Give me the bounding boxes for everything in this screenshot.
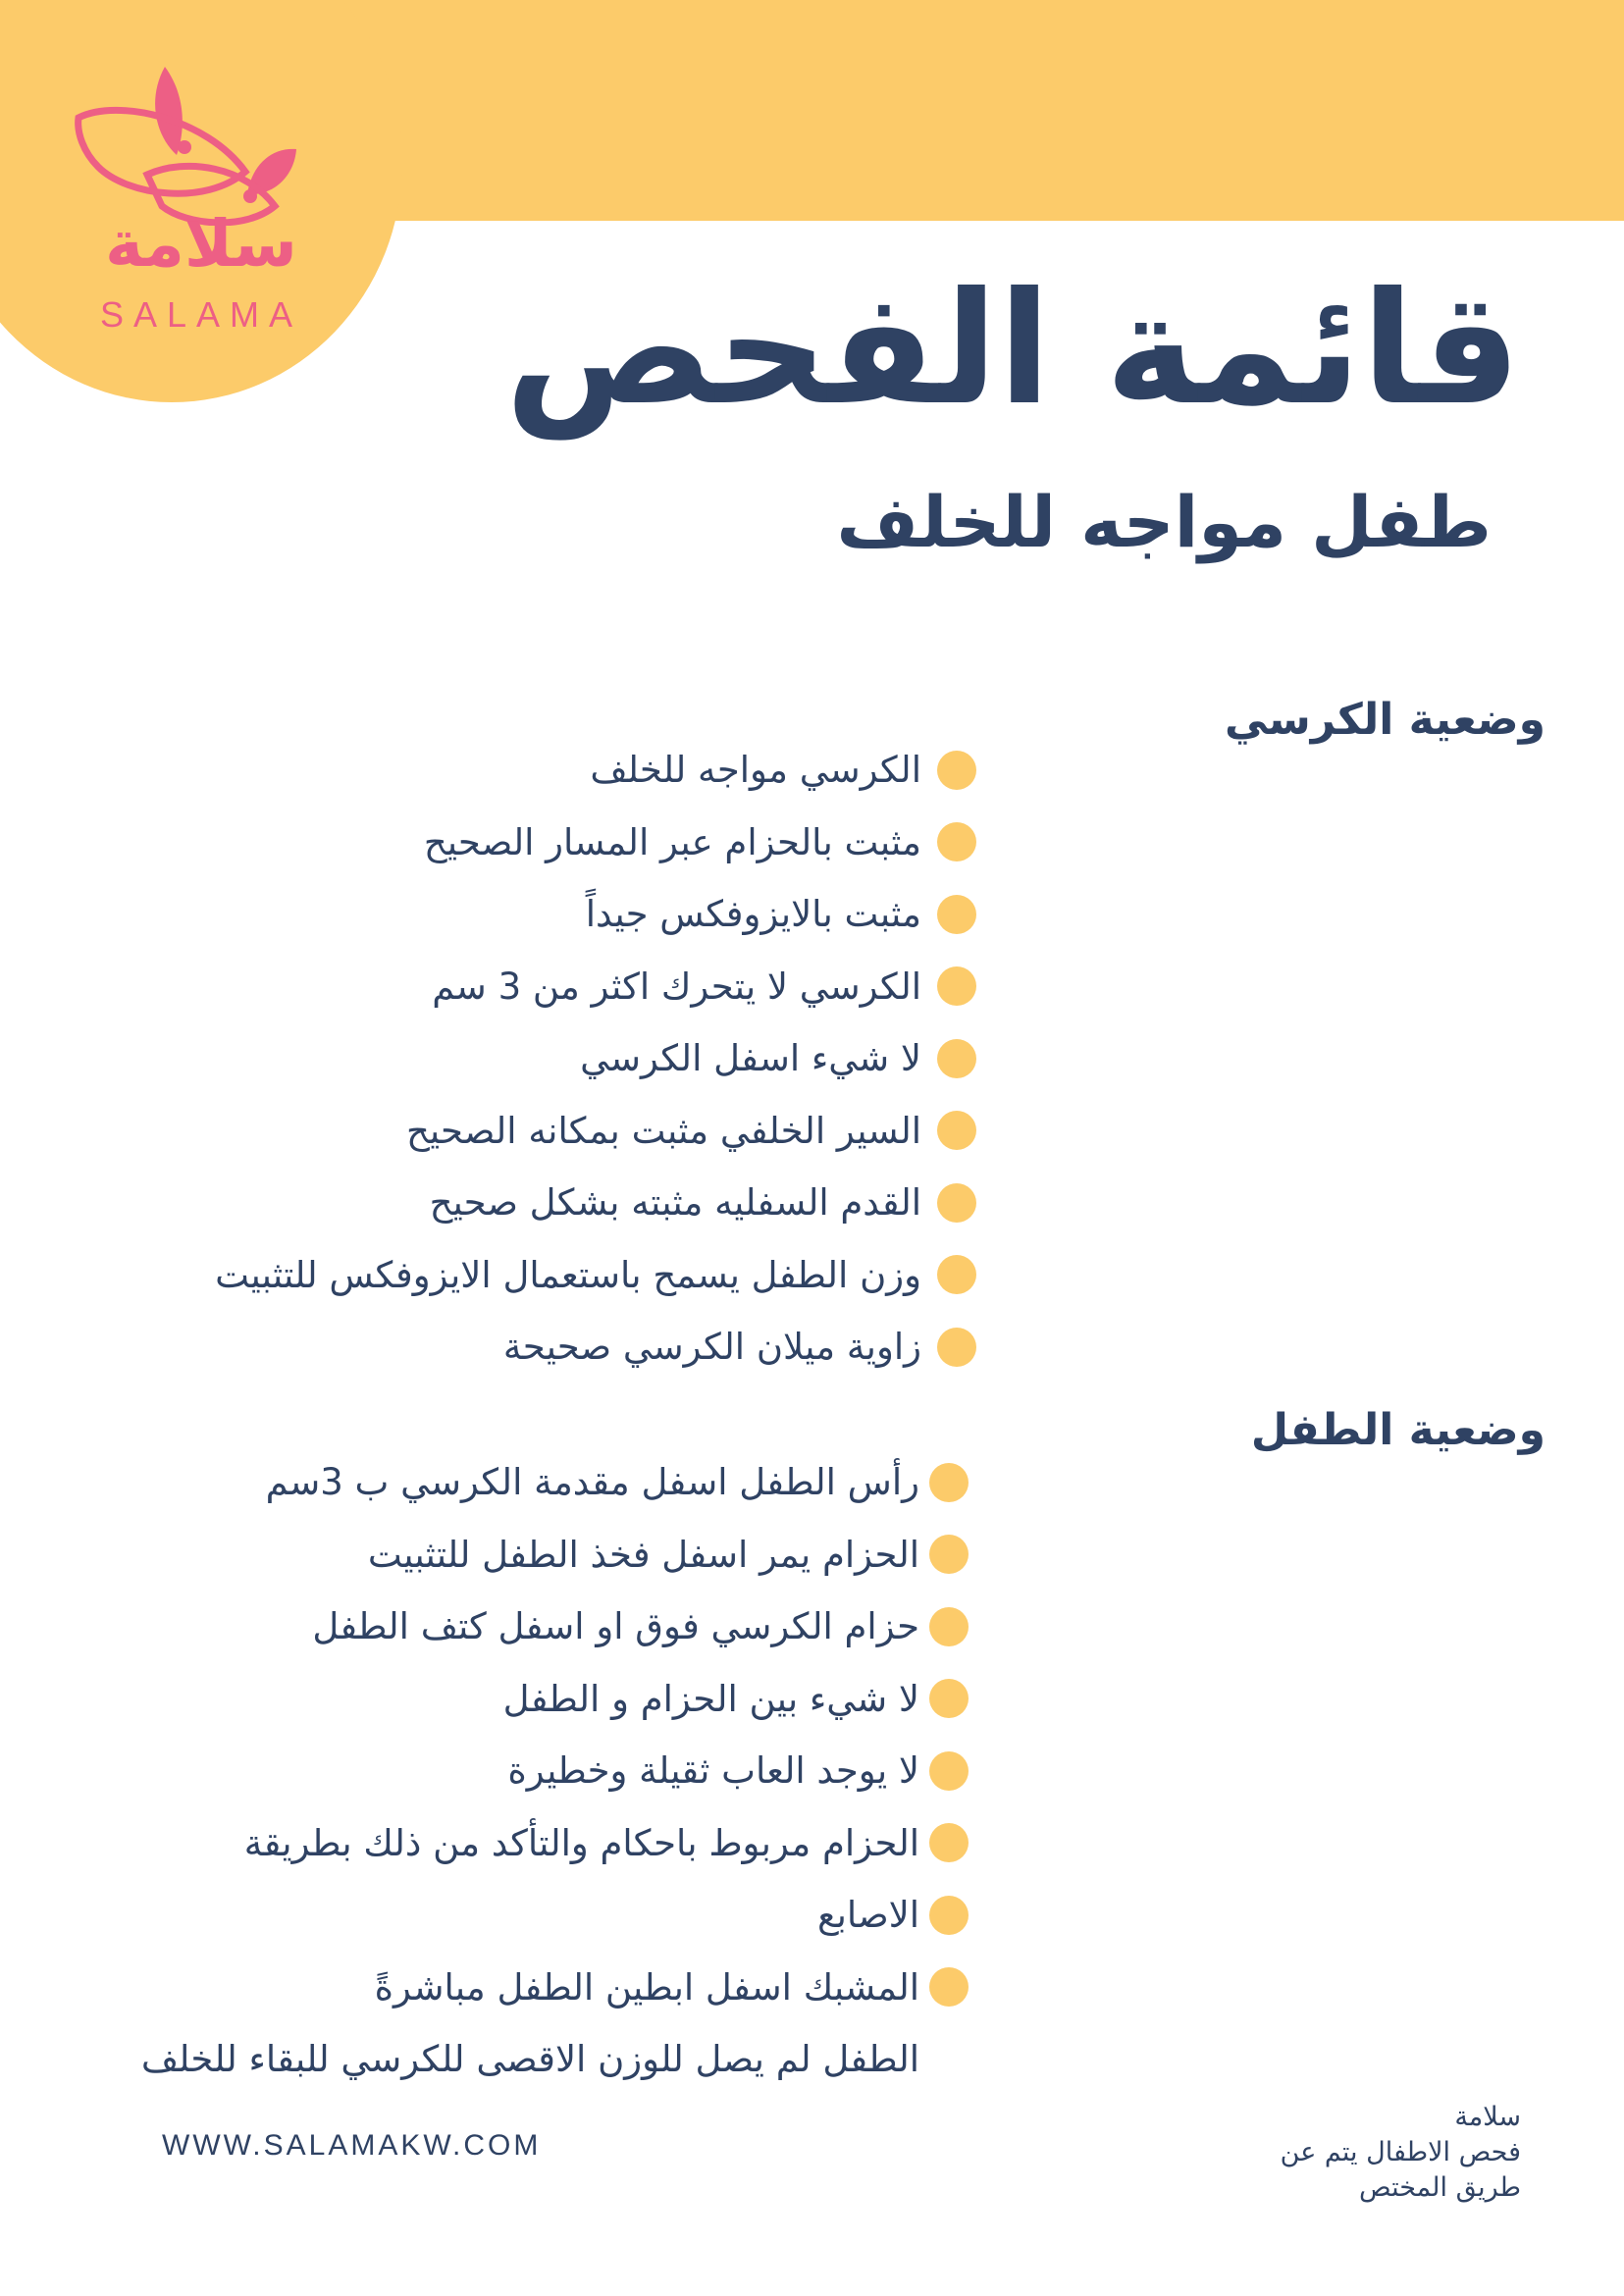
bullet-icon	[937, 966, 976, 1006]
bullet-icon	[937, 1183, 976, 1223]
footer-note	[1281, 2100, 1521, 2206]
checklist-item-text: الاصابع	[816, 1894, 919, 1937]
bullet-icon	[937, 895, 976, 934]
bullet-icon	[937, 1039, 976, 1078]
footer-note-line: طريق المختص	[1359, 2172, 1521, 2203]
website-url: WWW.SALAMAKW.COM	[162, 2129, 542, 2162]
section-heading-child: وضعية الطفل	[1250, 1405, 1545, 1455]
footer-note-line: سلامة	[1454, 2102, 1521, 2132]
checklist-item	[215, 1239, 976, 1312]
bullet-icon	[937, 1328, 976, 1367]
checklist-item-text: الطفل لم يصل للوزن الاقصى للكرسي للبقاء للخلف	[140, 2038, 919, 2081]
checklist-item-text: زاوية ميلان الكرسي صحيحة	[502, 1326, 921, 1369]
checklist-item-text: لا شيء اسفل الكرسي	[580, 1037, 921, 1080]
bullet-icon	[929, 1823, 969, 1862]
checklist-item	[141, 1446, 969, 1519]
bullet-icon	[929, 1463, 969, 1502]
checklist-item	[215, 1022, 976, 1095]
checklist-item-text: حزام الكرسي فوق او اسفل كتف الطفل	[312, 1605, 919, 1648]
checklist-item-text: مثبت بالحزام عبر المسار الصحيح	[423, 820, 921, 863]
page-subtitle: طفل مواجه للخلف	[836, 481, 1492, 563]
checklist-item	[141, 1952, 969, 2024]
rabbit-logo-icon	[59, 59, 343, 226]
bullet-icon	[937, 751, 976, 790]
checklist-item-text: لا يوجد العاب ثقيلة وخطيرة	[507, 1749, 919, 1793]
bullet-icon	[929, 1679, 969, 1718]
salama-logo	[59, 59, 343, 343]
checklist-item	[215, 807, 976, 879]
checklist-item	[215, 878, 976, 951]
section-heading-seat: وضعية الكرسي	[1224, 695, 1545, 745]
checklist-item	[141, 1591, 969, 1663]
checklist-item	[215, 1095, 976, 1168]
checklist-item	[141, 1519, 969, 1592]
bullet-icon	[937, 1255, 976, 1294]
bullet-icon	[929, 1896, 969, 1935]
logo-arabic-name: سلامة	[105, 206, 297, 282]
checklist-item-text: لا شيء بين الحزام و الطفل	[502, 1677, 919, 1720]
checklist-item	[141, 2023, 969, 2096]
footer-note-line: فحص الاطفال يتم عن	[1280, 2137, 1521, 2167]
checklist-item-text: مثبت بالايزوفكس جيداً	[585, 893, 921, 936]
bullet-icon	[929, 1607, 969, 1646]
checklist-item-text: الكرسي مواجه للخلف	[590, 749, 921, 792]
bullet-icon	[929, 1535, 969, 1574]
checklist-item-text: القدم السفليه مثبته بشكل صحيح	[429, 1181, 921, 1225]
checklist-item-text: السير الخلفي مثبت بمكانه الصحيح	[405, 1109, 921, 1152]
checklist-item-text: الكرسي لا يتحرك اكثر من 3 سم	[432, 965, 921, 1008]
checklist-item	[215, 951, 976, 1023]
checklist-item	[141, 1735, 969, 1807]
bullet-icon	[929, 1751, 969, 1791]
checklist-item	[141, 1879, 969, 1952]
checklist-item	[215, 734, 976, 807]
checklist-item-text: وزن الطفل يسمح باستعمال الايزوفكس للتثبيت	[215, 1253, 921, 1296]
bullet-icon	[929, 1967, 969, 2007]
checklist-item	[215, 1167, 976, 1239]
checklist-item-text: رأس الطفل اسفل مقدمة الكرسي ب 3سم	[265, 1461, 919, 1504]
checklist-item	[141, 1807, 969, 1880]
checklist-item	[141, 1663, 969, 1736]
checklist-seat-position	[215, 734, 976, 1383]
bullet-icon	[937, 1111, 976, 1150]
bullet-icon	[937, 822, 976, 861]
checklist-item-text: المشبك اسفل ابطين الطفل مباشرةً	[374, 1965, 919, 2009]
checklist-item	[215, 1311, 976, 1383]
logo-english-name: SALAMA	[99, 294, 303, 335]
page-title: قائمة الفحص	[504, 259, 1521, 440]
checklist-child-position	[141, 1446, 969, 2096]
checklist-item-text: الحزام مربوط باحكام والتأكد من ذلك بطريقة	[243, 1821, 919, 1864]
checklist-item-text: الحزام يمر اسفل فخذ الطفل للتثبيت	[367, 1533, 919, 1576]
